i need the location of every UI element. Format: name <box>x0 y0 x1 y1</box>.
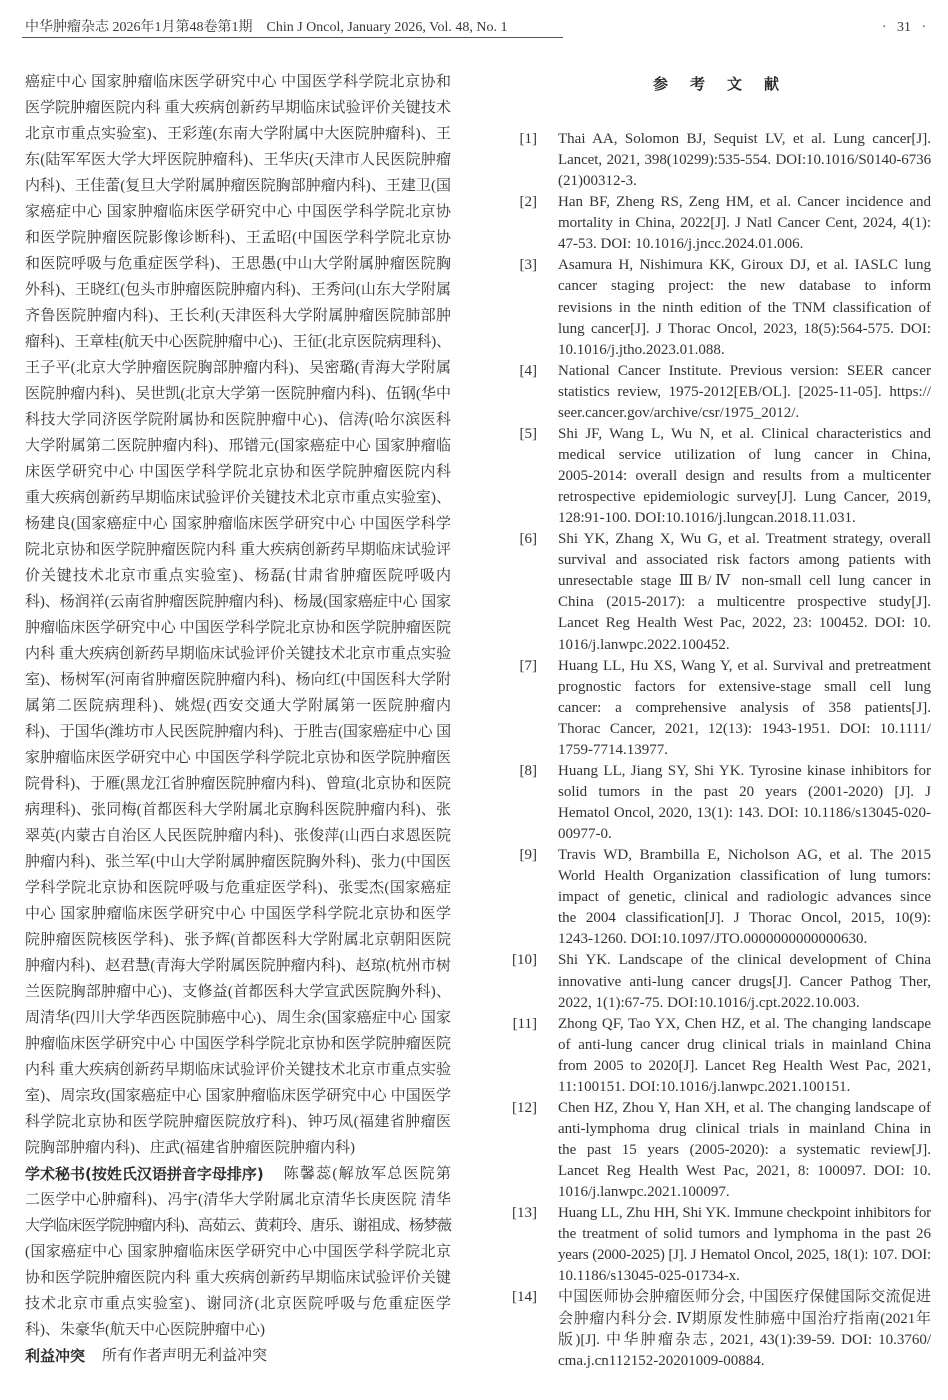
reference-item <box>506 1287 931 1371</box>
reference-line: survival and associated risk factors among patients with <box>558 552 931 569</box>
reference-line: the 2004 classification[J]. J Thorac Oncol, 2015, 10(9): <box>558 910 931 927</box>
reference-item <box>506 529 931 655</box>
references-title: 参考文献 <box>653 75 802 93</box>
reference-text <box>558 656 931 761</box>
reference-text <box>558 1203 931 1287</box>
reference-text <box>558 192 931 255</box>
committee-text-line: 和医学院肿瘤医院影像诊断科)、王孟昭(中国医学科学院北京协 <box>25 230 451 246</box>
reference-item <box>506 255 931 360</box>
committee-text-line: 内科)、王佳蕾(复旦大学附属肿瘤医院胸部肿瘤内科)、王建卫(国 <box>25 178 451 194</box>
reference-text <box>558 950 931 1013</box>
reference-item <box>506 950 931 1013</box>
reference-number: [13] <box>512 1205 537 1222</box>
reference-line: impact of genetic, clinical and radiologic advances since <box>558 889 931 906</box>
reference-line: years (2000-2025) [J]. J Hematol Oncol, 2025, 18(1): 107. DOI: <box>558 1247 931 1264</box>
reference-text <box>558 529 931 655</box>
reference-item <box>506 361 931 424</box>
reference-line: 1759-7714.13977. <box>558 741 668 758</box>
committee-text-line: 翠英(内蒙古自治区人民医院肿瘤内科)、张俊萍(山西白求恩医院 <box>25 828 451 844</box>
reference-line: 版)[J]. 中华肿瘤杂志, 2021, 43(1):39-59. DOI: 10.3760/ <box>558 1331 931 1348</box>
reference-line: World Health Organization classification of lung tumors: <box>558 868 931 885</box>
reference-line: Huang LL, Zhu HH, Shi YK. Immune checkpoint inhibitors for <box>558 1205 931 1222</box>
secretaries-text-line: (国家癌症中心 国家肿瘤临床医学研究中心中国医学科学院北京 <box>25 1244 451 1260</box>
committee-text-line: 科技大学同济医学院附属协和医院肿瘤中心)、信涛(哈尔滨医科 <box>25 412 451 428</box>
secretaries-text-line: 技术北京市重点实验室)、谢同济(北京医院呼吸与危重症医学 <box>25 1296 451 1312</box>
committee-text-line: 癌症中心 国家肿瘤临床医学研究中心 中国医学科学院北京协和 <box>25 74 451 90</box>
reference-number: [3] <box>519 257 537 274</box>
reference-line: prognostic factors for extensive-stage small cell lung <box>558 678 931 695</box>
reference-line: Shi YK, Zhang X, Wu G, et al. Treatment strategy, overall <box>558 531 931 548</box>
committee-text-line: 周清华(四川大学华西医院肺癌中心)、周生余(国家癌症中心 国家 <box>25 1010 451 1026</box>
committee-text-line: 室)、周宗玫(国家癌症中心 国家肿瘤临床医学研究中心 中国医学 <box>25 1088 451 1104</box>
reference-text <box>558 1287 931 1371</box>
reference-item <box>506 1203 931 1287</box>
committee-text-line: 东(陆军军医大学大坪医院肿瘤科)、王华庆(天津市人民医院肿瘤 <box>25 152 451 168</box>
reference-number: [14] <box>512 1289 537 1306</box>
conflict-statement: 所有作者声明无利益冲突 <box>102 1348 268 1364</box>
committee-text-line: 重大疾病创新药早期临床试验评价关键技术北京市重点实验室)、 <box>25 490 451 506</box>
reference-line: 中国医师协会肿瘤医师分会, 中国医疗保健国际交流促进 <box>558 1289 931 1306</box>
reference-line: 1243-1260. DOI:10.1097/JTO.0000000000000630. <box>558 931 868 948</box>
reference-line: the past 15 years (2005-2020): a systematic review[J]. <box>558 1142 931 1158</box>
reference-line: cancer: a comprehensive analysis of 358 patients[J]. <box>558 699 931 716</box>
committee-text-line: 兰医院胸部肿瘤中心)、支修益(首都医科大学宣武医院胸外科)、 <box>25 984 451 1000</box>
reference-number: [2] <box>519 194 537 211</box>
committee-text-line: 瘤科)、王章桂(航天中心医院肿瘤中心)、王征(北京医院病理科)、 <box>25 334 451 350</box>
reference-line: Lancet Reg Health West Pac, 2021, 8: 100097. DOI: 10. <box>558 1163 931 1180</box>
reference-line: Hematol Oncol, 2020, 13(1): 143. DOI: 10.1186/s13045-020- <box>558 805 931 821</box>
committee-text-line: 学科学院北京协和医院呼吸与危重症医学科)、张雯杰(国家癌症 <box>25 880 451 896</box>
reference-line: National Cancer Institute. Previous version: SEER cancer <box>558 362 931 379</box>
committee-text-line: 大学附属第二医院肿瘤内科)、邢镨元(国家癌症中心 国家肿瘤临 <box>25 438 451 454</box>
reference-line: 1016/j.lanwpc.2021.100097. <box>558 1184 730 1201</box>
committee-text-line: 院肿瘤医院核医学科)、张予辉(首都医科大学附属北京朝阳医院 <box>25 932 451 948</box>
secretaries-heading: 学术秘书(按姓氏汉语拼音字母排序) <box>25 1165 264 1183</box>
committee-text-line: 肿瘤内科)、张兰军(中山大学附属肿瘤医院胸外科)、张力(中国医 <box>25 854 451 870</box>
committee-text-line: 齐鲁医院肿瘤内科)、王长利(天津医科大学附属肿瘤医院肺部肿 <box>25 308 451 324</box>
reference-line: cma.j.cn112152-20201009-00884. <box>558 1352 765 1369</box>
secretaries-text: 陈馨蕊(解放军总医院第 <box>283 1166 451 1182</box>
reference-line: Lancet, 2021, 398(10299):535-554. DOI:10.1016/S0140-6736 <box>558 152 931 169</box>
reference-line: Shi JF, Wang L, Wu N, et al. Clinical characteristics and <box>558 425 931 442</box>
reference-line: Huang LL, Jiang SY, Shi YK. Tyrosine kinase inhibitors for <box>558 762 931 779</box>
reference-line: seer.cancer.gov/archive/csr/1975_2012/. <box>558 404 800 421</box>
committee-text-line: 内科 重大疾病创新药早期临床试验评价关键技术北京市重点实验 <box>25 1062 451 1078</box>
reference-line: 10.1016/j.jtho.2023.01.088. <box>558 341 725 358</box>
reference-item <box>506 129 931 192</box>
committee-text-line: 医院肿瘤内科)、吴世凯(北京大学第一医院肿瘤内科)、伍钢(华中 <box>25 386 451 402</box>
committee-text-line: 价关键技术北京市重点实验室)、杨磊(甘肃省肿瘤医院呼吸内 <box>25 568 451 584</box>
reference-text <box>558 845 931 950</box>
reference-text <box>558 761 931 845</box>
committee-text-line: 科学院北京协和医学院肿瘤医院放疗科)、钟巧凤(福建省肿瘤医 <box>25 1114 451 1130</box>
secretaries-text-line: 协和医学院肿瘤医院内科 重大疾病创新药早期临床试验评价关键 <box>25 1270 451 1286</box>
secretaries-text-line: 大学临床医学院肿瘤内科)、高茹云、黄莉玲、唐乐、谢祖成、杨梦薇 <box>25 1218 451 1234</box>
committee-text-line: 内科 重大疾病创新药早期临床试验评价关键技术北京市重点实验 <box>25 646 451 662</box>
committee-text-line: 床医学研究中心 中国医学科学院北京协和医学院肿瘤医院内科 <box>25 464 451 480</box>
committee-text-line: 肿瘤临床医学研究中心 中国医学科学院北京协和医学院肿瘤医院 <box>25 620 451 636</box>
reference-line: Thorac Cancer, 2021, 12(13): 1943-1951. DOI: 10.1111/ <box>558 720 931 737</box>
reference-line: lung cancer[J]. J Thorac Oncol, 2023, 18(5):564-575. DOI: <box>558 320 931 337</box>
reference-number: [9] <box>519 847 537 864</box>
reference-number: [11] <box>512 1015 537 1032</box>
reference-number: [7] <box>519 657 537 674</box>
committee-text-line: 属第二医院病理科)、姚煜(西安交通大学附属第一医院肿瘤内 <box>25 698 451 714</box>
committee-text-line: 外科)、王晓红(包头市肿瘤医院肿瘤内科)、王秀问(山东大学附属 <box>25 282 451 298</box>
reference-item <box>506 192 931 255</box>
reference-number: [1] <box>519 131 537 147</box>
reference-line: 1016/j.lanwpc.2022.100452. <box>558 636 730 653</box>
committee-text-line: 病理科)、张同梅(首都医科大学附属北京胸科医院肿瘤内科)、张 <box>25 802 451 818</box>
reference-line: Huang LL, Hu XS, Wang Y, et al. Survival and pretreatment <box>558 657 931 674</box>
reference-item <box>506 761 931 845</box>
reference-item <box>506 1014 931 1098</box>
reference-line: China (2015-2017): a multicentre prospective study[J]. <box>558 594 931 611</box>
reference-line: anti-lymphoma drug clinical trials in mainland China in <box>558 1120 931 1137</box>
reference-line: 2022, 1(1):67-75. DOI:10.1016/j.cpt.2022.10.003. <box>558 994 860 1011</box>
committee-text-line: 室)、杨树军(河南省肿瘤医院肿瘤内科)、杨向红(中国医科大学附 <box>25 672 451 688</box>
reference-line: innovative anti-lung cancer drugs[J]. Cancer Pathog Ther, <box>558 973 931 990</box>
reference-text <box>558 255 931 360</box>
reference-line: Lancet Reg Health West Pac, 2022, 23: 100452. DOI: 10. <box>558 615 931 632</box>
committee-text-line: 王子平(北京大学肿瘤医院胸部肿瘤内科)、吴密璐(青海大学附属 <box>25 360 451 376</box>
committee-text-line: 院胸部肿瘤内科)、庄武(福建省肿瘤医院肿瘤内科) <box>25 1140 355 1156</box>
reference-text <box>558 129 931 192</box>
reference-line: statistics review, 1975-2012[EB/OL]. [2025-11-05]. https:// <box>558 383 931 400</box>
reference-number: [10] <box>512 952 537 969</box>
reference-line: Zhong QF, Tao YX, Chen HZ, et al. The changing landscape <box>558 1015 931 1032</box>
secretaries-first-line <box>25 1161 451 1187</box>
committee-text-line: 医学院肿瘤医院内科 重大疾病创新药早期临床试验评价关键技术 <box>25 100 451 116</box>
left-column <box>25 69 451 1369</box>
committee-text-line: 家肿瘤临床医学研究中心 中国医学科学院北京协和医学院肿瘤医 <box>25 750 451 766</box>
committee-member-list <box>25 69 451 1161</box>
reference-line: 11:100151. DOI:10.1016/j.lanwpc.2021.100151. <box>558 1078 851 1095</box>
reference-item <box>506 845 931 950</box>
reference-item <box>506 656 931 761</box>
reference-line: mortality in China, 2022[J]. J Natl Cancer Cent, 2024, 4(1): <box>558 215 931 232</box>
reference-text <box>558 1098 931 1203</box>
reference-item <box>506 1098 931 1203</box>
reference-line: medical service utilization of lung cancer in China, <box>558 446 931 463</box>
reference-line: (21)00312-3. <box>558 173 637 190</box>
reference-line: cancer staging project: the new database to inform <box>558 278 931 295</box>
reference-number: [6] <box>519 531 537 548</box>
reference-line: 2005-2014: overall design and results from a multicenter <box>558 468 931 484</box>
journal-title-en: Chin J Oncol, January 2026, Vol. 48, No. 1 <box>266 20 508 35</box>
reference-line: 10.1186/s13045-025-01734-x. <box>558 1268 740 1285</box>
reference-text <box>558 361 931 424</box>
reference-line: 47-53. DOI: 10.1016/j.jncc.2024.01.006. <box>558 236 804 253</box>
secretaries-list <box>25 1187 451 1343</box>
reference-line: Thai AA, Solomon BJ, Sequist LV, et al. Lung cancer[J]. <box>558 131 931 147</box>
reference-line: from 2005 to 2020[J]. Lancet Reg Health West Pac, 2021, <box>558 1057 931 1074</box>
conflict-heading: 利益冲突 <box>25 1347 86 1365</box>
reference-line: the treatment of solid tumors and lymphoma in the past 26 <box>558 1226 931 1243</box>
reference-list <box>506 129 931 1372</box>
reference-line: Han BF, Zheng RS, Zeng HM, et al. Cancer incidence and <box>558 194 931 211</box>
reference-line: revisions in the ninth edition of the TNM classification of <box>558 299 931 316</box>
reference-text <box>558 424 931 529</box>
reference-line: 会肿瘤内科分会. Ⅳ期原发性肺癌中国治疗指南(2021年 <box>558 1310 931 1327</box>
reference-number: [12] <box>512 1099 537 1116</box>
committee-text-line: 杨建良(国家癌症中心 国家肿瘤临床医学研究中心 中国医学科学 <box>25 516 451 532</box>
reference-number: [4] <box>519 362 537 379</box>
committee-text-line: 院骨科)、于雁(黑龙江省肿瘤医院肿瘤内科)、曾瑄(北京协和医院 <box>25 776 451 792</box>
reference-line: 00977-0. <box>558 826 612 843</box>
secretaries-text-line: 二医学中心肿瘤科)、冯宇(清华大学附属北京清华长庚医院 清华 <box>25 1192 451 1208</box>
reference-line: unresectable stage ⅢB/Ⅳ non-small cell lung cancer in <box>558 573 931 590</box>
committee-text-line: 肿瘤内科)、赵君慧(青海大学附属医院肿瘤内科)、赵琼(杭州市树 <box>25 958 451 974</box>
committee-text-line: 家癌症中心 国家肿瘤临床医学研究中心 中国医学科学院北京协 <box>25 204 451 220</box>
reference-line: solid tumors in the past 20 years (2001-2020) [J]. J <box>558 783 931 800</box>
reference-line: Travis WD, Brambilla E, Nicholson AG, et al. The 2015 <box>558 847 931 864</box>
reference-line: Shi YK. Landscape of the clinical development of China <box>558 952 931 969</box>
committee-text-line: 北京市重点实验室)、王彩莲(东南大学附属中大医院肿瘤科)、王 <box>25 126 451 142</box>
page-number: · 31 · <box>881 20 927 35</box>
reference-line: retrospective epidemiologic survey[J]. Lung Cancer, 2019, <box>558 489 931 506</box>
reference-number: [5] <box>519 425 537 442</box>
committee-text-line: 院北京协和医学院肿瘤医院内科 重大疾病创新药早期临床试验评 <box>25 542 451 558</box>
committee-text-line: 和医院呼吸与危重症医学科)、王思愚(中山大学附属肿瘤医院胸 <box>25 256 451 272</box>
committee-text-line: 科)、杨润祥(云南省肿瘤医院肿瘤内科)、杨晟(国家癌症中心 国家 <box>25 594 451 610</box>
running-header <box>22 19 563 38</box>
reference-line: Asamura H, Nishimura KK, Giroux DJ, et al. IASLC lung <box>558 257 931 274</box>
reference-number: [8] <box>519 762 537 779</box>
journal-title-cn: 中华肿瘤杂志 2026年1月第48卷第1期 <box>25 20 253 35</box>
committee-text-line: 科)、于国华(潍坊市人民医院肿瘤内科)、于胜吉(国家癌症中心 国 <box>25 724 451 740</box>
reference-line: Chen HZ, Zhou Y, Han XH, et al. The changing landscape of <box>558 1099 931 1116</box>
conflict-of-interest <box>25 1343 451 1369</box>
reference-line: of anti-lung cancer drug clinical trials in mainland China <box>558 1036 931 1053</box>
secretaries-text-line: 科)、朱豪华(航天中心医院肿瘤中心) <box>25 1322 265 1338</box>
reference-item <box>506 424 931 529</box>
committee-text-line: 中心 国家肿瘤临床医学研究中心 中国医学科学院北京协和医学 <box>25 906 451 922</box>
committee-text-line: 肿瘤临床医学研究中心 中国医学科学院北京协和医学院肿瘤医院 <box>25 1036 451 1052</box>
reference-line: 128:91-100. DOI:10.1016/j.lungcan.2018.11.031. <box>558 510 856 527</box>
reference-text <box>558 1014 931 1098</box>
